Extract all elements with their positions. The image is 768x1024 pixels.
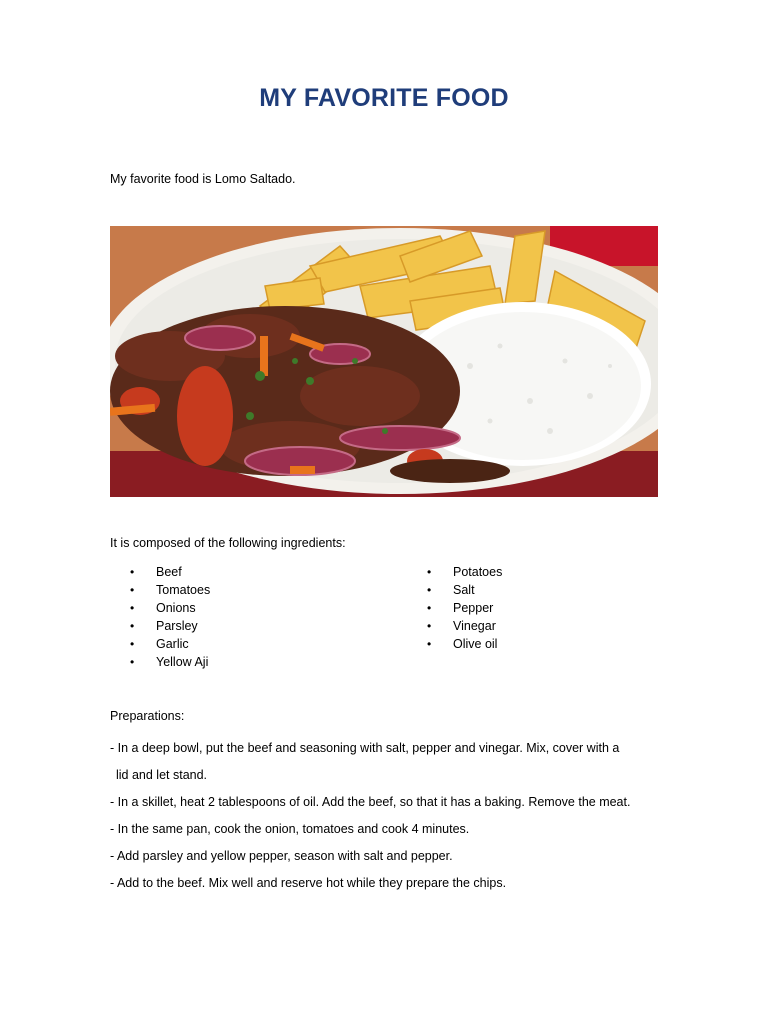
ingredient-label: Olive oil: [453, 637, 498, 651]
list-item: [427, 563, 502, 581]
ingredient-label: Parsley: [156, 619, 198, 633]
list-item: [130, 653, 210, 671]
bullet-icon: •: [130, 583, 135, 597]
preparation-step: - In a skillet, heat 2 tablespoons of oil. Add the beef, so that it has a baking. Remove the meat.: [110, 795, 631, 809]
preparation-step: - In a deep bowl, put the beef and seasoning with salt, pepper and vinegar. Mix, cover with a: [110, 741, 620, 755]
ingredient-label: Tomatoes: [156, 583, 211, 597]
ingredient-label: Pepper: [453, 601, 494, 615]
bullet-icon: •: [130, 601, 135, 615]
preparation-step: - In the same pan, cook the onion, tomatoes and cook 4 minutes.: [110, 822, 470, 836]
ingredients-heading: It is composed of the following ingredients:: [110, 536, 346, 550]
list-item: [130, 563, 210, 581]
bullet-icon: •: [130, 655, 135, 669]
page-title: MY FAVORITE FOOD: [259, 84, 509, 112]
bullet-icon: •: [130, 619, 135, 633]
list-item: [427, 635, 502, 653]
preparations-heading: Preparations:: [110, 709, 185, 723]
bullet-icon: •: [130, 637, 135, 651]
bullet-icon: •: [427, 565, 432, 579]
ingredient-label: Vinegar: [453, 619, 496, 633]
ingredient-label: Potatoes: [453, 565, 503, 579]
food-photo: [110, 226, 658, 497]
intro-text: My favorite food is Lomo Saltado.: [110, 172, 296, 186]
ingredient-label: Yellow Aji: [156, 655, 209, 669]
bullet-icon: •: [130, 565, 135, 579]
bullet-icon: •: [427, 637, 432, 651]
list-item: [130, 617, 210, 635]
ingredient-label: Garlic: [156, 637, 189, 651]
bullet-icon: •: [427, 601, 432, 615]
bullet-icon: •: [427, 619, 432, 633]
ingredient-label: Onions: [156, 601, 196, 615]
preparation-steps: [110, 735, 670, 897]
list-item: [130, 599, 210, 617]
preparation-step-continuation: lid and let stand.: [116, 768, 208, 782]
bullet-icon: •: [427, 583, 432, 597]
preparation-step: - Add to the beef. Mix well and reserve hot while they prepare the chips.: [110, 876, 507, 890]
ingredients-list-right: [427, 563, 502, 653]
list-item: [427, 617, 502, 635]
ingredients-list-left: [130, 563, 210, 671]
ingredient-label: Beef: [156, 565, 182, 579]
list-item: [130, 581, 210, 599]
list-item: [427, 599, 502, 617]
preparation-step: - Add parsley and yellow pepper, season with salt and pepper.: [110, 849, 453, 863]
list-item: [427, 581, 502, 599]
ingredient-label: Salt: [453, 583, 475, 597]
list-item: [130, 635, 210, 653]
